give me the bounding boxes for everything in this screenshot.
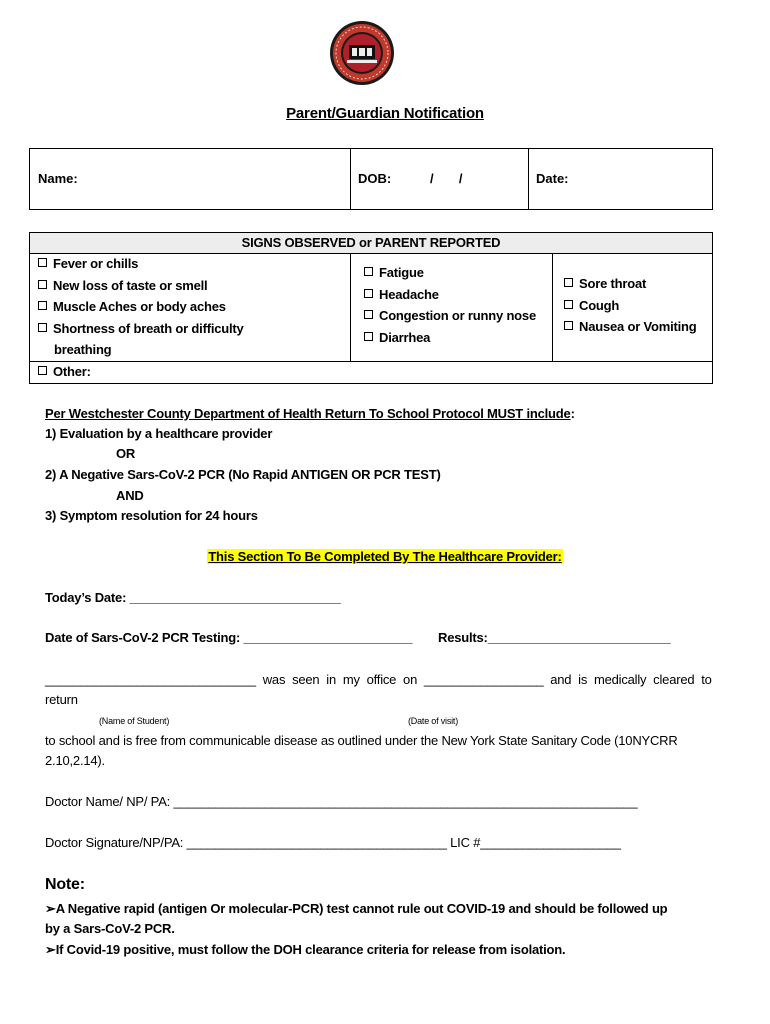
todays-date-field[interactable]: Today’s Date: ______________________________ (45, 590, 341, 605)
checkbox-icon[interactable] (564, 321, 573, 330)
dob-separators: / / (430, 171, 463, 186)
symptom-shortness-breath[interactable]: Shortness of breath or difficulty (38, 318, 244, 340)
doctor-name-field[interactable]: Doctor Name/ NP/ PA: __________________________________________________________________ (45, 794, 638, 809)
return-text: return (45, 692, 78, 707)
checkbox-icon[interactable] (364, 332, 373, 341)
results-field[interactable]: Results:__________________________ (438, 630, 671, 645)
checkbox-icon[interactable] (564, 278, 573, 287)
symptom-headache[interactable]: Headache (364, 284, 536, 306)
column-divider (552, 254, 553, 361)
symptom-shortness-breath-cont: breathing (54, 342, 112, 357)
protocol-item-1: 1) Evaluation by a healthcare provider (45, 426, 273, 441)
dob-cell[interactable] (350, 149, 529, 209)
protocol-and: AND (116, 488, 144, 503)
sanitary-code-line-2: 2.10,2.14). (45, 753, 105, 768)
protocol-heading: Per Westchester County Department of Health Return To School Protocol MUST include: (45, 406, 575, 421)
checkbox-icon[interactable] (364, 310, 373, 319)
dob-label: DOB: (358, 171, 392, 186)
column-divider (350, 254, 351, 361)
date-of-visit-caption: (Date of visit) (408, 716, 459, 726)
date-cell[interactable] (528, 149, 712, 209)
symptom-fatigue[interactable]: Fatigue (364, 262, 536, 284)
checkbox-icon[interactable] (364, 289, 373, 298)
symptom-sore-throat[interactable]: Sore throat (564, 273, 697, 295)
signs-table (29, 232, 713, 384)
doctor-signature-field[interactable]: Doctor Signature/NP/PA: _____________________________________ LIC #____________________ (45, 835, 621, 850)
signs-header: SIGNS OBSERVED or PARENT REPORTED (30, 233, 712, 254)
symptom-nausea[interactable]: Nausea or Vomiting (564, 316, 697, 338)
page-title: Parent/Guardian Notification (286, 105, 484, 122)
row-divider (30, 361, 712, 362)
seen-in-office-line[interactable]: ______________________________ was seen in my office on _________________ and is medically cleared to (45, 672, 712, 687)
name-label: Name: (38, 171, 78, 186)
checkbox-icon[interactable] (38, 280, 47, 289)
protocol-item-2: 2) A Negative Sars-CoV-2 PCR (No Rapid ANTIGEN OR PCR TEST) (45, 467, 441, 482)
symptom-fever[interactable]: Fever or chills (38, 253, 244, 275)
provider-section-title: This Section To Be Completed By The Healthcare Provider: (208, 549, 562, 564)
symptom-muscle-aches[interactable]: Muscle Aches or body aches (38, 296, 244, 318)
name-of-student-caption: (Name of Student) (99, 716, 170, 726)
symptom-cough[interactable]: Cough (564, 295, 697, 317)
pcr-date-field[interactable]: Date of Sars-CoV-2 PCR Testing: ________________________ (45, 630, 413, 645)
school-seal-logo (329, 20, 395, 86)
note-line-2: ➢If Covid-19 positive, must follow the DOH clearance criteria for release from isolation. (45, 942, 566, 957)
checkbox-icon[interactable] (38, 366, 47, 375)
protocol-item-3: 3) Symptom resolution for 24 hours (45, 508, 258, 523)
symptom-congestion[interactable]: Congestion or runny nose (364, 305, 536, 327)
checkbox-icon[interactable] (38, 323, 47, 332)
symptom-other[interactable]: Other: (38, 361, 91, 383)
sanitary-code-line-1: to school and is free from communicable disease as outlined under the New York State Sanitary Code (10NYCRR (45, 733, 678, 748)
note-label: Note: (45, 876, 85, 893)
symptom-diarrhea[interactable]: Diarrhea (364, 327, 536, 349)
symptom-taste-smell[interactable]: New loss of taste or smell (38, 275, 244, 297)
checkbox-icon[interactable] (38, 301, 47, 310)
note-line-1: ➢A Negative rapid (antigen Or molecular-PCR) test cannot rule out COVID-19 and should be followed up (45, 901, 668, 916)
checkbox-icon[interactable] (364, 267, 373, 276)
protocol-or: OR (116, 446, 136, 461)
note-line-1b: by a Sars-CoV-2 PCR. (45, 921, 175, 936)
checkbox-icon[interactable] (564, 300, 573, 309)
student-info-table (29, 148, 713, 210)
symptom-column-3 (564, 273, 697, 338)
name-cell[interactable] (30, 149, 351, 209)
checkbox-icon[interactable] (38, 258, 47, 267)
symptom-column-2 (364, 262, 536, 348)
date-label: Date: (536, 171, 569, 186)
symptom-column-1 (38, 253, 244, 361)
